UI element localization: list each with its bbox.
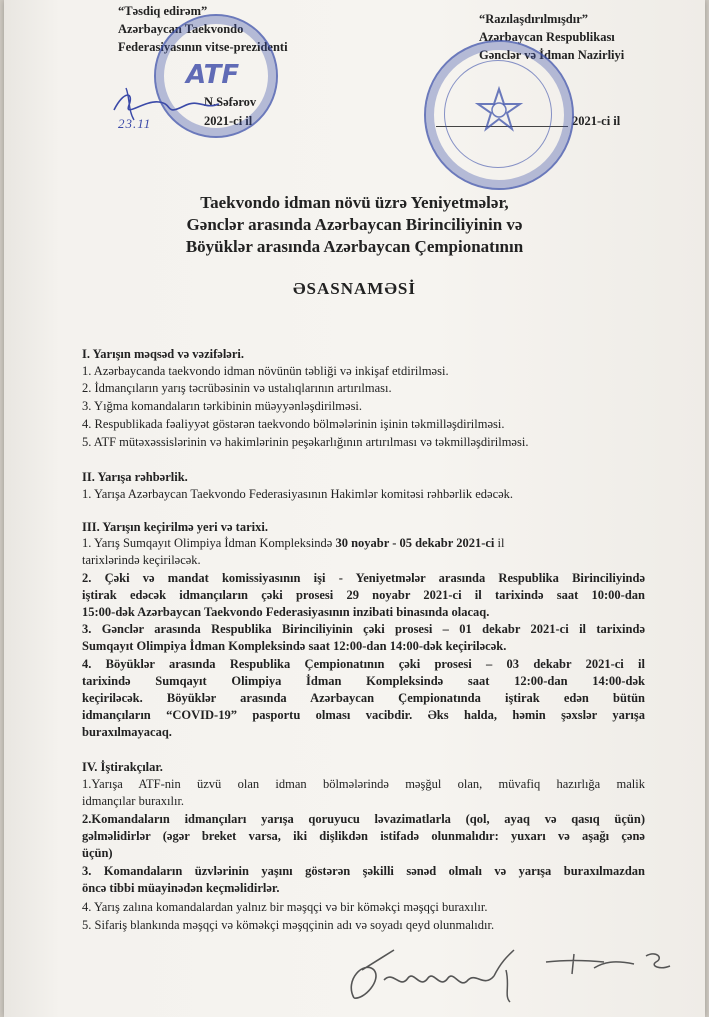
- agreement-year: 2021-ci il: [572, 114, 621, 128]
- section-4-item-2-cont: üçün): [82, 846, 113, 860]
- document-subtitle: ƏSASNAMƏSİ: [293, 279, 416, 298]
- document-title-line-2: Gənclər arasında Azərbaycan Birinciliyinin və: [186, 215, 523, 234]
- section-4-item-3: 3. Komandaların üzvlərinin yaşını göstərən şəkilli sənəd olmalı və yarışa buraxılmazdan: [82, 864, 645, 878]
- agreement-ministry: Gənclər və İdman Nazirliyi: [479, 48, 625, 62]
- section-1-item: 3. Yığma komandaların tərkibinin müəyyənləşdirilməsi.: [82, 399, 363, 413]
- section-4-item-2-cont: gəlməlidirlər (əgər breket varsa, iki dişlikdən istifadə olunmalıdır: yuxarı və aşağı çənə: [82, 829, 645, 843]
- approval-position: Federasiyasının vitse-prezidenti: [118, 40, 288, 54]
- section-3-item-4: 4. Böyüklər arasında Respublika Çempionatının çəki prosesi – 03 dekabr 2021-ci il: [82, 657, 645, 671]
- section-1-item: 4. Respublikada fəaliyyət göstərən taekvondo bölmələrinin işinin təkmilləşdirilməsi.: [82, 417, 505, 431]
- section-3-item-1: 1. Yarış Sumqayıt Olimpiya İdman Kompleksində 30 noyabr - 05 dekabr 2021-ci il: [82, 536, 505, 550]
- approval-signature: [104, 80, 224, 130]
- section-4-item-4: 4. Yarış zalına komandalardan yalnız bir məşqçi və bir köməkçi məşqçi buraxılır.: [82, 900, 488, 914]
- section-4-heading: IV. İştirakçılar.: [82, 760, 163, 774]
- section-1-item: 2. İdmançıların yarış təcrübəsinin və ustalıqlarının artırılması.: [82, 381, 392, 395]
- section-4-item-1-cont: idmançılar buraxılır.: [82, 794, 185, 808]
- section-4-item-3-cont: öncə tibbi müayinədən keçməlidirlər.: [82, 881, 280, 895]
- section-2-heading: II. Yarışa rəhbərlik.: [82, 470, 188, 484]
- section-3-item-3-cont: Sumqayıt Olimpiya İdman Kompleksində saat 12:00-dan 14:00-dək keçiriləcək.: [82, 639, 507, 653]
- footer-signature: [334, 940, 694, 1012]
- section-3-item-1-cont: tarixlərində keçiriləcək.: [82, 553, 201, 567]
- section-3-item-4-cont: tarixində Sumqayıt Olimpiya İdman Kompleksində saat 12:00-dan 14:00-dək: [82, 674, 645, 688]
- document-title-line-3: Böyüklər arasında Azərbaycan Çempionatının: [185, 237, 524, 256]
- document-title-line-1: Taekvondo idman növü üzrə Yeniyetmələr,: [200, 193, 509, 212]
- approval-year: 2021-ci il: [204, 114, 253, 128]
- document-page: [4, 0, 705, 1017]
- section-3-item-2-cont: 15:00-dək Azərbaycan Taekvondo Federasiyasının inzibati binasında olacaq.: [82, 605, 490, 619]
- section-3-item-4-cont: idmançıların “COVID-19” pasportu olması vacibdir. Əks halda, həmin şəxslər yarışa: [82, 708, 645, 722]
- section-4-item-1: 1.Yarışa ATF-nin üzvü olan idman bölmələrində məşğul olan, müvafiq hazırlığa malik: [82, 777, 645, 791]
- section-2-item: 1. Yarışa Azərbaycan Taekvondo Federasiyasının Hakimlər komitəsi rəhbərlik edəcək.: [82, 487, 514, 501]
- agreement-org: Azərbaycan Respublikası: [479, 30, 615, 44]
- approval-label: “Təsdiq edirəm”: [118, 4, 208, 18]
- section-3-item-2: 2. Çəki və mandat komissiyasının işi - Yeniyetmələr arasında Respublika Birinciliyində: [82, 571, 645, 585]
- approval-org: Azərbaycan Taekvondo: [118, 22, 244, 36]
- section-3-item-3: 3. Gənclər arasında Respublika Birinciliyinin çəki prosesi – 01 dekabr 2021-ci il tarixində: [82, 622, 645, 636]
- ministry-stamp: [424, 40, 574, 190]
- section-1-heading: I. Yarışın məqsəd və vəzifələri.: [82, 347, 244, 361]
- approval-signer: N.Səfərov: [204, 95, 257, 109]
- section-3-item-2-cont: iştirak edəcək idmançıların çəki prosesi 29 noyabr 2021-ci il tarixində saat 10:00-dan: [82, 588, 645, 602]
- agreement-label: “Razılaşdırılmışdır”: [479, 12, 589, 26]
- section-1-item: 1. Azərbaycanda taekvondo idman növünün təbliği və inkişaf etdirilməsi.: [82, 364, 449, 378]
- section-3-heading: III. Yarışın keçirilmə yeri və tarixi.: [82, 520, 268, 534]
- atf-logo: ATF: [186, 60, 240, 90]
- approval-date-handwritten: 23.11: [118, 116, 152, 131]
- section-4-item-5: 5. Sifariş blankında məşqçi və köməkçi məşqçinin adı və soyadı qeyd olunmalıdır.: [82, 918, 495, 932]
- ministry-emblem-icon: [474, 86, 524, 136]
- section-4-item-2: 2.Komandaların idmançıları yarışa qoruyucu ləvazimatlarla (qol, ayaq və qasıq üçün): [82, 812, 645, 826]
- section-3-item-4-cont: buraxılmayacaq.: [82, 725, 172, 739]
- section-3-item-4-cont: keçiriləcək. Böyüklər arasında Azərbaycan Çempionatında iştirak edən bütün: [82, 691, 645, 705]
- section-1-item: 5. ATF mütəxəssislərinin və hakimlərinin peşəkarlığının artırılması və təkmilləşdirilməsi.: [82, 435, 529, 449]
